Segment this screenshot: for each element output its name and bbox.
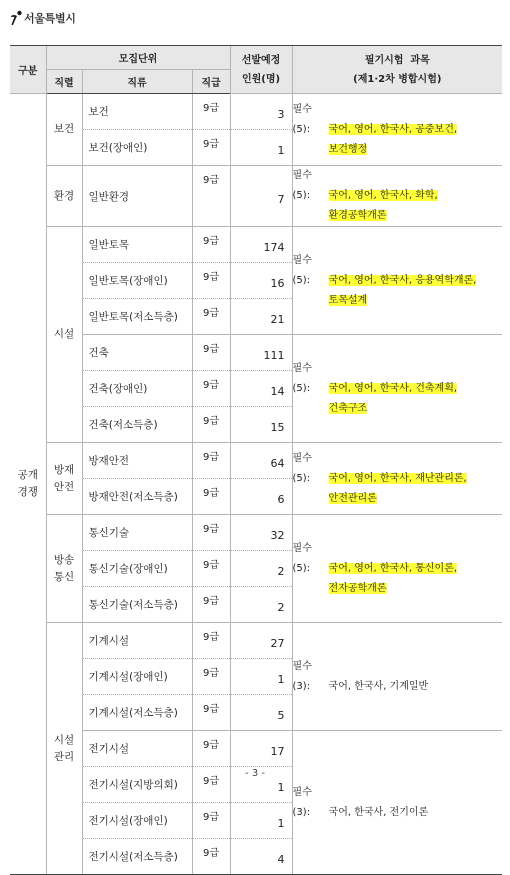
header-subjects-line2: (제1·2차 병합시험) bbox=[353, 73, 442, 85]
subjects-line1: 국어, 영어, 한국사, 재난관리론, bbox=[328, 472, 467, 484]
subjects-line2: 건축구조 bbox=[328, 402, 368, 414]
group-facility-mgmt bbox=[46, 623, 82, 875]
job-grade: 9급 bbox=[192, 371, 230, 407]
subjects-elec bbox=[292, 731, 502, 875]
job-count: 32 bbox=[230, 515, 292, 551]
subjects-civil bbox=[292, 227, 502, 335]
subjects-line1: 국어, 영어, 한국사, 응용역학개론, bbox=[328, 274, 477, 286]
header-count-line1: 선발예정 bbox=[241, 54, 281, 66]
subjects-prefix: 필수(5): bbox=[292, 542, 312, 574]
job-grade: 9급 bbox=[192, 130, 230, 166]
job-count: 27 bbox=[230, 623, 292, 659]
group-line1: 시설 bbox=[53, 733, 75, 746]
header-count bbox=[230, 46, 292, 94]
job-grade: 9급 bbox=[192, 767, 230, 803]
job-count: 15 bbox=[230, 407, 292, 443]
group-health: 보건 bbox=[46, 94, 82, 166]
job-name: 전기시설 bbox=[82, 731, 192, 767]
job-grade: 9급 bbox=[192, 839, 230, 875]
job-name: 보건(장애인) bbox=[82, 130, 192, 166]
subjects-line2: 전자공학개론 bbox=[328, 582, 387, 594]
seoul-logo-text: 서울특별시 bbox=[24, 12, 76, 25]
job-grade: 9급 bbox=[192, 335, 230, 371]
subjects-prefix: 필수(5): bbox=[292, 103, 312, 135]
job-count: 14 bbox=[230, 371, 292, 407]
subjects-line1: 국어, 한국사, 전기이론 bbox=[328, 806, 429, 818]
job-count: 111 bbox=[230, 335, 292, 371]
job-name: 기계시설(저소득층) bbox=[82, 695, 192, 731]
group-line2: 통신 bbox=[53, 570, 75, 583]
job-name: 통신기술(장애인) bbox=[82, 551, 192, 587]
job-grade: 9급 bbox=[192, 803, 230, 839]
group-line1: 방재 bbox=[53, 463, 75, 476]
job-grade: 9급 bbox=[192, 623, 230, 659]
job-count: 16 bbox=[230, 263, 292, 299]
job-grade: 9급 bbox=[192, 515, 230, 551]
job-grade: 9급 bbox=[192, 443, 230, 479]
job-name: 전기시설(장애인) bbox=[82, 803, 192, 839]
subjects-line1: 국어, 영어, 한국사, 통신이론, bbox=[328, 562, 458, 574]
job-grade: 9급 bbox=[192, 299, 230, 335]
job-count: 3 bbox=[230, 94, 292, 130]
header-job: 직류 bbox=[82, 70, 192, 94]
subjects-disaster bbox=[292, 443, 502, 515]
job-count: 1 bbox=[230, 767, 292, 803]
job-grade: 9급 bbox=[192, 407, 230, 443]
job-count: 1 bbox=[230, 130, 292, 166]
job-name: 통신기술(저소득층) bbox=[82, 587, 192, 623]
subjects-prefix: 필수(3): bbox=[292, 660, 312, 692]
group-broadcast bbox=[46, 515, 82, 623]
job-grade: 9급 bbox=[192, 479, 230, 515]
header-count-line2: 인원(명) bbox=[241, 73, 281, 85]
job-count: 21 bbox=[230, 299, 292, 335]
job-grade: 9급 bbox=[192, 227, 230, 263]
job-grade: 9급 bbox=[192, 731, 230, 767]
subjects-health bbox=[292, 94, 502, 166]
category-line2: 경쟁 bbox=[17, 486, 38, 498]
subjects-line2: 환경공학개론 bbox=[328, 210, 387, 221]
subjects-prefix: 필수(5): bbox=[292, 254, 312, 286]
job-grade: 9급 bbox=[192, 263, 230, 299]
job-grade: 9급 bbox=[192, 94, 230, 130]
subjects-arch bbox=[292, 335, 502, 443]
job-count: 5 bbox=[230, 695, 292, 731]
job-grade: 9급 bbox=[192, 551, 230, 587]
subjects-telecom bbox=[292, 515, 502, 623]
job-name: 보건 bbox=[82, 94, 192, 130]
subjects-prefix: 필수(5): bbox=[292, 170, 312, 201]
job-count: 174 bbox=[230, 227, 292, 263]
page-number: - 3 - bbox=[245, 768, 265, 779]
job-name: 방재안전 bbox=[82, 443, 192, 479]
job-count: 1 bbox=[230, 659, 292, 695]
header-category: 구분 bbox=[10, 46, 46, 94]
header-grade: 직급 bbox=[192, 70, 230, 94]
header-subjects bbox=[292, 46, 502, 94]
job-name: 방재안전(저소득층) bbox=[82, 479, 192, 515]
subjects-env bbox=[292, 166, 502, 227]
subjects-line1: 국어, 영어, 한국사, 건축계획, bbox=[328, 382, 458, 394]
job-grade: 9급 bbox=[192, 695, 230, 731]
job-name: 기계시설(장애인) bbox=[82, 659, 192, 695]
header-subjects-line1: 필기시험 과목 bbox=[364, 54, 430, 66]
group-line1: 방송 bbox=[53, 553, 75, 566]
header-recruit-unit: 모집단위 bbox=[46, 46, 230, 70]
job-name: 일반환경 bbox=[82, 166, 192, 227]
job-name: 일반토목 bbox=[82, 227, 192, 263]
job-name: 건축(저소득층) bbox=[82, 407, 192, 443]
job-count: 1 bbox=[230, 803, 292, 839]
category-line1: 공개 bbox=[17, 469, 38, 481]
subjects-line2: 안전관리론 bbox=[328, 492, 377, 504]
subjects-prefix: 필수(5): bbox=[292, 362, 312, 394]
job-grade: 9급 bbox=[192, 659, 230, 695]
job-count: 17 bbox=[230, 731, 292, 767]
job-name: 건축(장애인) bbox=[82, 371, 192, 407]
job-count: 64 bbox=[230, 443, 292, 479]
job-name: 기계시설 bbox=[82, 623, 192, 659]
subjects-line1: 국어, 영어, 한국사, 화학, bbox=[328, 190, 438, 201]
job-count: 6 bbox=[230, 479, 292, 515]
subjects-mech bbox=[292, 623, 502, 731]
group-facility: 시설 bbox=[46, 227, 82, 443]
job-count: 7 bbox=[230, 166, 292, 227]
job-count: 2 bbox=[230, 587, 292, 623]
recruitment-table bbox=[10, 45, 502, 875]
group-env: 환경 bbox=[46, 166, 82, 227]
header-series: 직렬 bbox=[46, 70, 82, 94]
subjects-line1: 국어, 한국사, 기계일반 bbox=[328, 680, 429, 692]
group-line2: 안전 bbox=[53, 480, 75, 493]
group-line2: 관리 bbox=[53, 750, 75, 763]
category-open-competition bbox=[10, 94, 46, 875]
subjects-line2: 보건행정 bbox=[328, 143, 368, 155]
subjects-line2: 토목설계 bbox=[328, 294, 368, 306]
subjects-prefix: 필수(3): bbox=[292, 786, 312, 818]
job-count: 2 bbox=[230, 551, 292, 587]
subjects-line1: 국어, 영어, 한국사, 공중보건, bbox=[328, 123, 458, 135]
job-name: 전기시설(저소득층) bbox=[82, 839, 192, 875]
seoul-logo-icon bbox=[10, 10, 23, 26]
seoul-logo bbox=[10, 9, 76, 27]
job-name: 건축 bbox=[82, 335, 192, 371]
job-name: 일반토목(장애인) bbox=[82, 263, 192, 299]
job-name: 통신기술 bbox=[82, 515, 192, 551]
job-grade: 9급 bbox=[192, 166, 230, 227]
group-disaster bbox=[46, 443, 82, 515]
job-name: 전기시설(지방의회) bbox=[82, 767, 192, 803]
job-name: 일반토목(저소득층) bbox=[82, 299, 192, 335]
job-grade: 9급 bbox=[192, 587, 230, 623]
job-count: 4 bbox=[230, 839, 292, 875]
subjects-prefix: 필수(5): bbox=[292, 452, 312, 484]
